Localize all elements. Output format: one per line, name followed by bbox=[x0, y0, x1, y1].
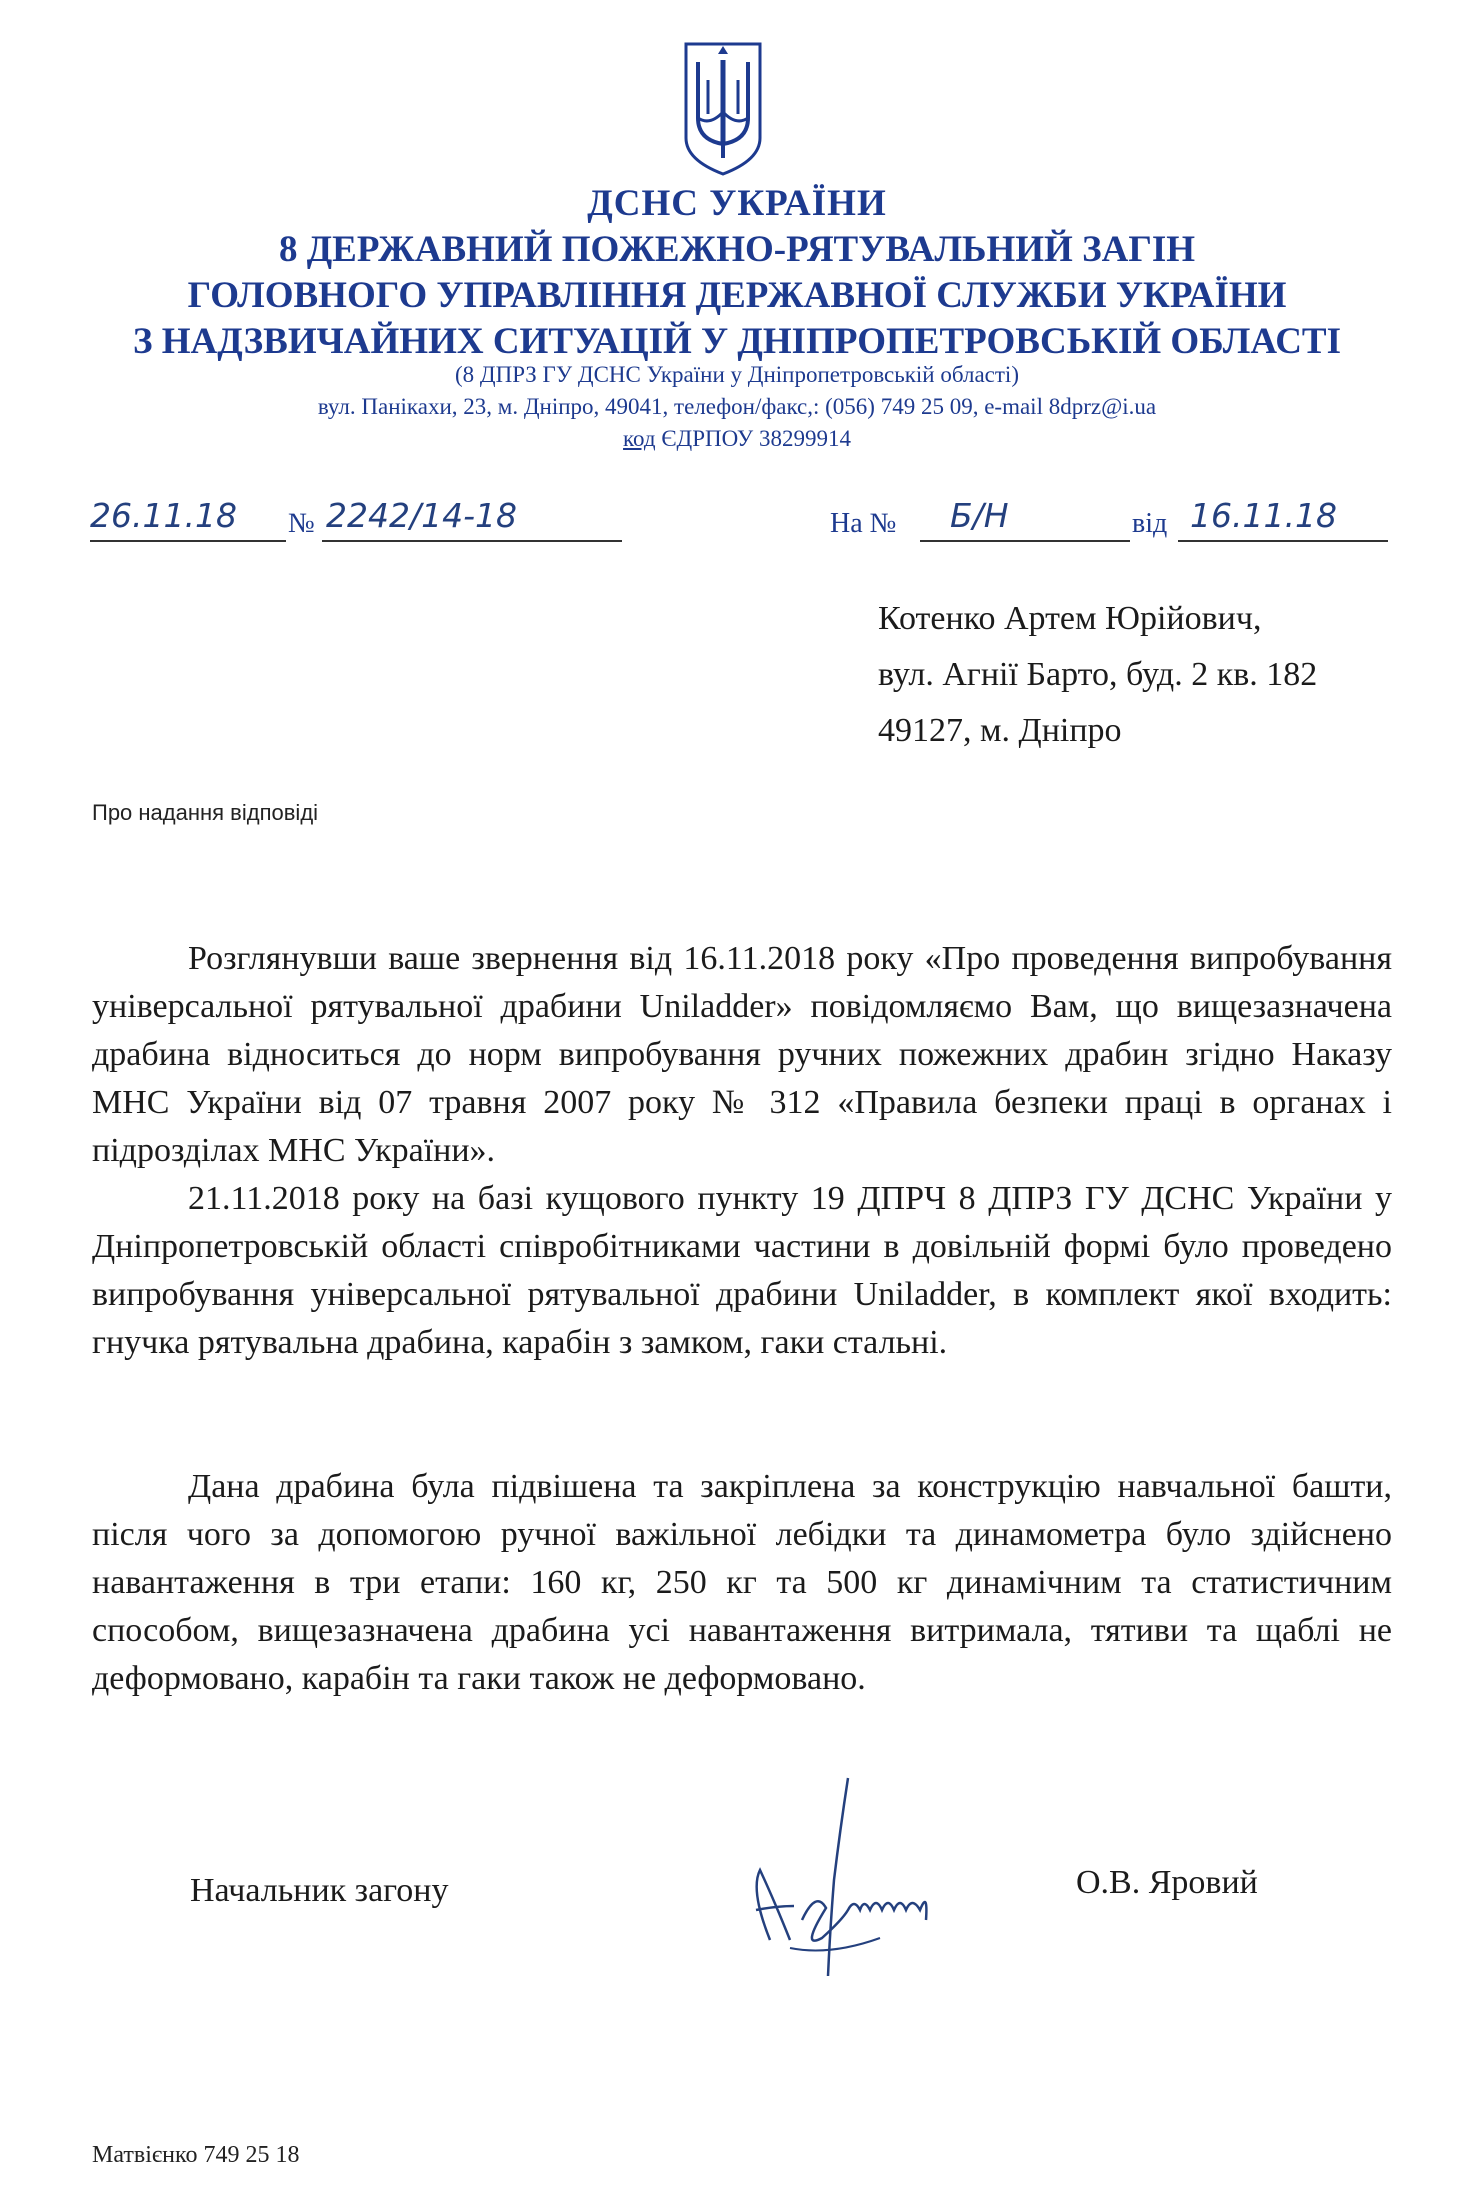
number-label: № bbox=[288, 508, 315, 539]
org-name-line-3: ГОЛОВНОГО УПРАВЛІННЯ ДЕРЖАВНОЇ СЛУЖБИ УКРАЇНИ bbox=[187, 275, 1287, 316]
addressee-street: вул. Агнії Барто, буд. 2 кв. 182 bbox=[878, 656, 1318, 693]
signatory-name: О.В. Яровий bbox=[1076, 1864, 1258, 1901]
org-short-name: (8 ДПРЗ ГУ ДСНС України у Дніпропетровській області) bbox=[455, 362, 1019, 387]
org-name-line-1: ДСНС УКРАЇНИ bbox=[587, 183, 887, 224]
incoming-date: 16.11.18 bbox=[1190, 496, 1337, 535]
outgoing-date-line bbox=[90, 540, 286, 542]
letter-subject: Про надання відповіді bbox=[92, 800, 319, 825]
signatory-title: Начальник загону bbox=[190, 1872, 449, 1909]
body-paragraph-2: 21.11.2018 року на базі кущового пункту 19 ДПРЧ 8 ДПРЗ ГУ ДСНС України у Дніпропетровській області співробітниками частини в довільній формі було проведено випробування універсальної рятувальної драбини Uniladder, в комплект якої входить: гнучка рятувальна драбина, карабін з замком, гаки стальні. bbox=[92, 1180, 1392, 1361]
outgoing-number-line bbox=[322, 540, 622, 542]
outgoing-date: 26.11.18 bbox=[90, 496, 237, 535]
body-paragraph-1: Розглянувши ваше звернення від 16.11.2018 року «Про проведення випробування універсальної рятувальної драбини Uniladder» повідомляємо Вам, що вищезазначена драбина відноситься до норм випробування ручних пожежних драбин згідно Наказу МНС України від 07 травня 2007 року № 312 «Правила безпеки праці в органах і підрозділах МНС України». bbox=[92, 940, 1392, 1169]
in-reply-label: На № bbox=[830, 508, 897, 539]
incoming-number-line bbox=[920, 540, 1130, 542]
incoming-date-line bbox=[1178, 540, 1388, 542]
org-code bbox=[60, 426, 1414, 452]
org-name-line-2: 8 ДЕРЖАВНИЙ ПОЖЕЖНО-РЯТУВАЛЬНИЙ ЗАГІН bbox=[278, 229, 1196, 270]
body-paragraph-3: Дана драбина була підвішена та закріплена за конструкцію навчальної башти, після чого за допомогою ручної важільної лебідки та динамометра було здійснено навантаження в три етапи: 160 кг, 250 кг та 500 кг динамічним та статистичним способом, вищезазначена драбина усі навантаження витримала, тятиви та щаблі не деформовано, карабін та гаки також не деформовано. bbox=[92, 1468, 1392, 1697]
trident-emblem-icon bbox=[682, 40, 764, 178]
incoming-number: Б/Н bbox=[950, 496, 1009, 535]
code-label: код bbox=[623, 426, 656, 451]
org-name-line-4: З НАДЗВИЧАЙНИХ СИТУАЦІЙ У ДНІПРОПЕТРОВСЬКІЙ ОБЛАСТІ bbox=[133, 321, 1341, 362]
executor-contact: Матвієнко 749 25 18 bbox=[92, 2142, 300, 2168]
outgoing-number: 2242/14-18 bbox=[326, 496, 517, 535]
handwritten-signature bbox=[730, 1770, 960, 1980]
code-value: ЄДРПОУ 38299914 bbox=[661, 426, 851, 451]
addressee-city: 49127, м. Дніпро bbox=[878, 712, 1122, 749]
from-label: від bbox=[1132, 508, 1168, 539]
addressee-name: Котенко Артем Юрійович, bbox=[878, 600, 1262, 637]
org-address: вул. Панікахи, 23, м. Дніпро, 49041, телефон/факс,: (056) 749 25 09, e-mail 8dprz@i.ua bbox=[317, 394, 1157, 419]
